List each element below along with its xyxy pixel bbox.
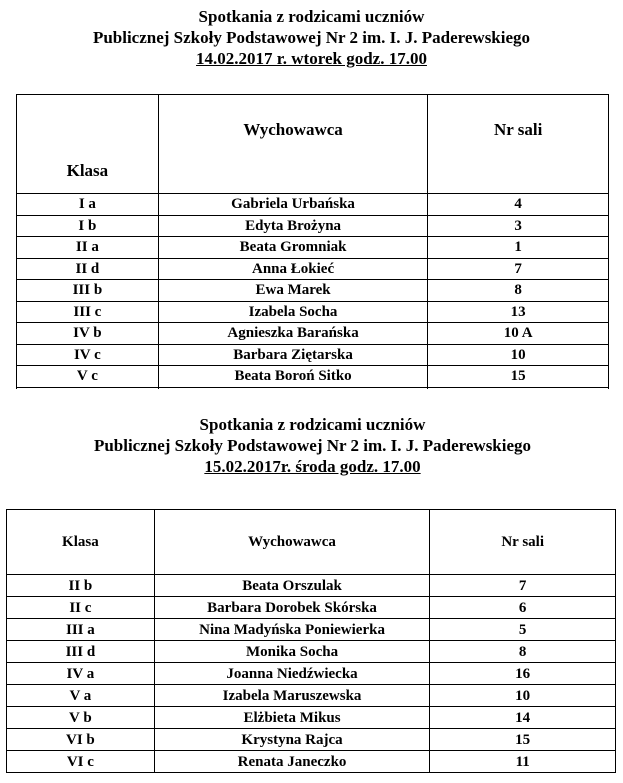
table-row	[7, 707, 616, 729]
meeting-schedule-15-02	[6, 405, 619, 783]
cell-klasa: III d	[7, 641, 155, 663]
cell-nr-sali: 4	[428, 194, 609, 216]
schedule-heading	[6, 414, 619, 477]
heading-title: Spotkania z rodzicami uczniów	[199, 415, 426, 434]
schedule-table	[6, 509, 616, 773]
table-row	[7, 685, 616, 707]
cell-klasa: II d	[17, 258, 159, 280]
cell-klasa: IV b	[17, 323, 159, 345]
table-row	[7, 619, 616, 641]
header-wychowawca: Wychowawca	[154, 510, 430, 575]
cell-nr-sali: 16	[430, 663, 616, 685]
cell-klasa: I a	[17, 194, 159, 216]
table-header-row	[17, 95, 609, 194]
cell-wychowawca: Barbara Ziętarska	[158, 344, 428, 366]
cell-wychowawca: Joanna Niedźwiecka	[154, 663, 430, 685]
cell-klasa: V a	[7, 685, 155, 707]
cell-nr-sali: 11	[430, 751, 616, 773]
cell-wychowawca: Elżbieta Mikus	[154, 707, 430, 729]
cell-wychowawca: Agnieszka Barańska	[158, 323, 428, 345]
header-wychowawca: Wychowawca	[158, 95, 428, 194]
cell-wychowawca: Gabriela Urbańska	[158, 194, 428, 216]
cell-klasa: V b	[7, 707, 155, 729]
cell-wychowawca: Izabela Maruszewska	[154, 685, 430, 707]
cell-wychowawca: Izabela Socha	[158, 301, 428, 323]
table-row	[17, 366, 609, 388]
table-row	[7, 663, 616, 685]
header-klasa: Klasa	[7, 510, 155, 575]
cell-nr-sali: 7	[430, 575, 616, 597]
cell-klasa: V c	[17, 366, 159, 388]
heading-date: 14.02.2017 r. wtorek godz. 17.00	[196, 49, 427, 68]
heading-title: Spotkania z rodzicami uczniów	[198, 7, 425, 26]
cell-wychowawca: Beata Orszulak	[154, 575, 430, 597]
heading-school: Publicznej Szkoły Podstawowej Nr 2 im. I. J. Paderewskiego	[92, 28, 531, 47]
cell-wychowawca: Nina Madyńska Poniewierka	[154, 619, 430, 641]
cell-nr-sali: 13	[428, 301, 609, 323]
header-nr-sali: Nr sali	[430, 510, 616, 575]
table-row	[7, 597, 616, 619]
cell-nr-sali: 14	[430, 707, 616, 729]
cell-wychowawca: Beata Boroń Sitko	[158, 366, 428, 388]
cell-klasa: IV a	[7, 663, 155, 685]
cell-wychowawca: Krystyna Rajca	[154, 729, 430, 751]
cell-nr-sali: 15	[430, 729, 616, 751]
header-klasa: Klasa	[17, 95, 159, 194]
cell-nr-sali: 7	[428, 258, 609, 280]
table-row	[7, 729, 616, 751]
cell-nr-sali: 10	[428, 344, 609, 366]
cell-nr-sali: 10	[430, 685, 616, 707]
table-row	[17, 215, 609, 237]
cell-nr-sali: 1	[428, 237, 609, 259]
table-row	[17, 237, 609, 259]
table-row	[17, 301, 609, 323]
cell-klasa: III b	[17, 280, 159, 302]
meeting-schedule-14-02	[10, 0, 613, 389]
cell-klasa: VI b	[7, 729, 155, 751]
table-row	[17, 280, 609, 302]
cell-klasa: I b	[17, 215, 159, 237]
cell-nr-sali: 5	[430, 619, 616, 641]
cell-klasa: VI c	[7, 751, 155, 773]
table-row	[17, 323, 609, 345]
cell-klasa: II c	[7, 597, 155, 619]
cell-nr-sali: 8	[430, 641, 616, 663]
cell-klasa: II b	[7, 575, 155, 597]
cell-klasa: IV c	[17, 344, 159, 366]
cell-nr-sali: 15	[428, 366, 609, 388]
table-header-row	[7, 510, 616, 575]
cell-nr-sali: 10 A	[428, 323, 609, 345]
table-row	[17, 258, 609, 280]
cell-wychowawca: Ewa Marek	[158, 280, 428, 302]
cell-nr-sali: 3	[428, 215, 609, 237]
table-row	[17, 344, 609, 366]
cell-wychowawca: Edyta Brożyna	[158, 215, 428, 237]
table-row	[7, 641, 616, 663]
page-divider	[0, 389, 623, 405]
cell-wychowawca: Beata Gromniak	[158, 237, 428, 259]
table-row	[17, 194, 609, 216]
heading-school: Publicznej Szkoły Podstawowej Nr 2 im. I. J. Paderewskiego	[93, 436, 532, 455]
cell-klasa: III a	[7, 619, 155, 641]
schedule-table	[16, 94, 609, 409]
cell-wychowawca: Monika Socha	[154, 641, 430, 663]
heading-date: 15.02.2017r. środa godz. 17.00	[204, 457, 421, 476]
cell-wychowawca: Barbara Dorobek Skórska	[154, 597, 430, 619]
table-row	[7, 751, 616, 773]
cell-wychowawca: Anna Łokieć	[158, 258, 428, 280]
cell-klasa: II a	[17, 237, 159, 259]
cell-wychowawca: Renata Janeczko	[154, 751, 430, 773]
schedule-heading	[10, 6, 613, 69]
cell-klasa: III c	[17, 301, 159, 323]
cell-nr-sali: 6	[430, 597, 616, 619]
cell-nr-sali: 8	[428, 280, 609, 302]
table-row	[7, 575, 616, 597]
header-nr-sali: Nr sali	[428, 95, 609, 194]
